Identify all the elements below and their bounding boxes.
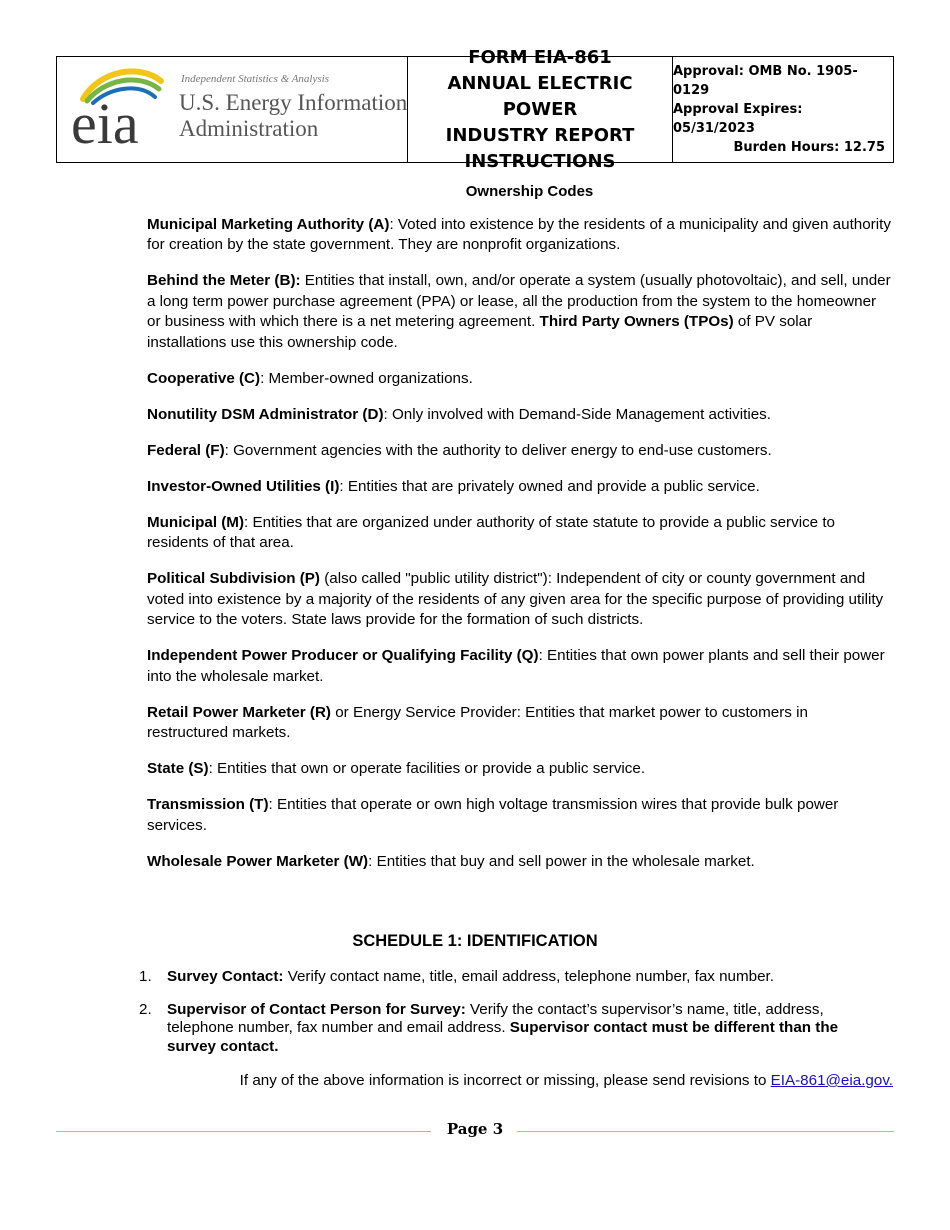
code-term: Transmission (T) [147,796,269,813]
agency-name-line1: U.S. Energy Information [179,90,408,115]
list-item [139,968,879,987]
code-description: : Member-owned organizations. [260,369,473,387]
email-link[interactable]: EIA-861@eia.gov. [770,1072,893,1089]
code-term-secondary: Third Party Owners (TPOs) [539,313,734,330]
code-term: Retail Power Marketer (R) [147,703,331,721]
approval-expires: Approval Expires: 05/31/2023 [673,102,803,136]
ownership-code-entry [147,215,892,256]
ownership-code-entry [147,759,892,780]
agency-name [179,90,407,142]
code-description: : Entities that buy and sell power in the wholesale market. [368,852,755,870]
schedule-item-list [139,968,879,1070]
agency-name-line2: Administration [179,116,319,141]
form-title-line: INDUSTRY REPORT [445,124,635,146]
ownership-code-entry [147,405,892,426]
code-description-secondary: of PV solar installations use this ownership code. [147,313,813,351]
ownership-code-entry [147,569,892,631]
list-item-number: 2. [139,1000,152,1018]
item-term: Supervisor of Contact Person for Survey: [167,1000,466,1018]
code-description: : Government agencies with the authority to deliver energy to end-use customers. [224,441,772,459]
ownership-codes-section [147,182,892,888]
code-description: : Entities that are privately owned and provide a public service. [339,477,760,495]
form-header [56,46,894,172]
item-description: Verify the contact’s supervisor’s name, title, address, telephone number, fax number and email address. [167,1000,824,1036]
item-requirement: Supervisor contact must be different than the survey contact. [167,1019,839,1055]
code-term: Municipal (M) [147,513,245,531]
burden-hours: Burden Hours: 12.75 [733,140,885,155]
omb-number: Approval: OMB No. 1905-0129 [673,64,858,98]
agency-logo-block [57,57,408,162]
ownership-code-entry [147,513,892,554]
ownership-code-entry [147,646,892,687]
ownership-code-entry [147,852,892,873]
logo-wordmark: eia [71,91,139,153]
list-item-body [167,968,879,987]
code-description: : Entities that are organized under authority of state statute to provide a public service to residents of that area. [147,513,835,551]
code-description: Entities that install, own, and/or operate a system (usually photovoltaic), and sell, under a long term power purchase agreement (PPA) or lease, all the production from the system to the homeowner or business with which there is a net metering agreement. [147,272,891,330]
item-description: Verify contact name, title, email address, telephone number, fax number. [283,968,774,985]
list-item [139,1001,879,1057]
ownership-code-entry [147,477,892,498]
code-term: State (S) [147,760,209,777]
code-description: (also called "public utility district"): Independent of city or county government and voted into existence by a majority of the residents of any given area for the specific purpose of providing utility service to the voters. State laws provide for the formation of such districts. [147,570,884,628]
form-title-line: ANNUAL ELECTRIC POWER [447,72,633,120]
section-title: Ownership Codes [465,183,594,200]
code-term: Federal (F) [147,441,225,459]
code-term: Independent Power Producer or Qualifying Facility (Q) [147,647,539,664]
revision-note [0,1072,893,1089]
page-number: Page 3 [446,1120,504,1138]
form-title [408,46,673,172]
code-term: Cooperative (C) [147,369,261,387]
page-footer [56,1120,894,1144]
code-term: Behind the Meter (B): [147,272,301,289]
approval-info [673,57,893,162]
code-term: Municipal Marketing Authority (A) [147,215,390,233]
item-term: Survey Contact: [167,968,284,985]
code-term: Wholesale Power Marketer (W) [147,852,369,870]
code-description: : Entities that own or operate facilities or provide a public service. [208,760,646,777]
ownership-code-entry [147,795,892,836]
code-description: : Entities that own power plants and sell their power into the wholesale market. [147,647,885,685]
code-description: : Entities that operate or own high voltage transmission wires that provide bulk power services. [147,796,839,834]
ownership-code-entry [147,369,892,390]
form-title-line: INSTRUCTIONS [464,150,616,172]
form-title-line: FORM EIA-861 [468,46,612,68]
revision-note-text: If any of the above information is incorrect or missing, please send revisions to [239,1072,771,1089]
ownership-code-entry [147,441,892,462]
ownership-code-entry [147,271,892,353]
code-description: : Voted into existence by the residents of a municipality and given authority for creation by the state government. They are nonprofit organizations. [147,215,891,253]
list-item-body [167,1001,879,1057]
list-item-number: 1. [139,968,152,985]
ownership-code-entry [147,703,892,744]
schedule-title: SCHEDULE 1: IDENTIFICATION [352,932,598,950]
code-term: Political Subdivision (P) [147,570,320,587]
code-term: Investor-Owned Utilities (I) [147,477,340,495]
eia-logo-icon [69,63,179,153]
code-description: or Energy Service Provider: Entities that market power to customers in restructured markets. [147,703,808,741]
code-term: Nonutility DSM Administrator (D) [147,405,384,423]
code-description: : Only involved with Demand-Side Management activities. [383,405,771,423]
logo-tagline: Independent Statistics & Analysis [181,73,329,85]
